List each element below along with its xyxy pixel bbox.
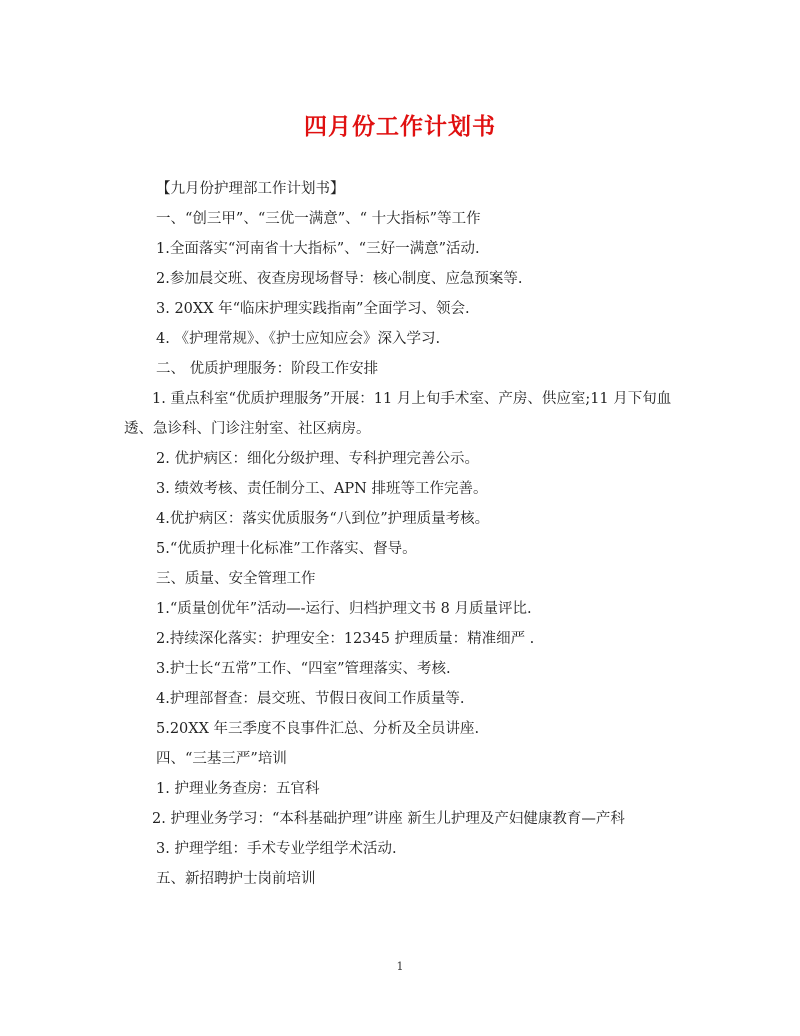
list-item: 1.“质量创优年”活动—-运行、归档护理文书 8 月质量评比. bbox=[156, 601, 532, 617]
list-item: 1. 护理业务查房：五官科 bbox=[156, 781, 320, 797]
list-item: 4.优护病区：落实优质服务“八到位”护理质量考核。 bbox=[156, 511, 490, 527]
section-heading-2: 二、 优质护理服务：阶段工作安排 bbox=[156, 361, 379, 377]
section-heading-3: 三、质量、安全管理工作 bbox=[156, 571, 316, 587]
page-number: 1 bbox=[396, 960, 404, 973]
list-item: 2. 护理业务学习：“本科基础护理”讲座 新生儿护理及产妇健康教育—产科 bbox=[152, 811, 625, 827]
list-item: 3.护士长“五常”工作、“四室”管理落实、考核. bbox=[156, 661, 451, 677]
list-item: 2.参加晨交班、夜查房现场督导：核心制度、应急预案等. bbox=[156, 271, 523, 287]
list-item: 2. 优护病区：细化分级护理、专科护理完善公示。 bbox=[156, 451, 479, 467]
list-item: 3. 护理学组：手术专业学组学术活动. bbox=[156, 841, 397, 857]
document-title: 四月份工作计划书 bbox=[304, 113, 496, 140]
list-item: 3. 20XX 年“临床护理实践指南”全面学习、领会. bbox=[156, 301, 470, 317]
section-heading-5: 五、新招聘护士岗前培训 bbox=[156, 871, 316, 887]
list-item: 5.20XX 年三季度不良事件汇总、分析及全员讲座. bbox=[156, 721, 480, 737]
list-item: 1.全面落实“河南省十大指标”、“三好一满意”活动. bbox=[156, 241, 480, 257]
list-item: 4.护理部督查：晨交班、节假日夜间工作质量等. bbox=[156, 691, 465, 707]
list-item: 3. 绩效考核、责任制分工、APN 排班等工作完善。 bbox=[156, 481, 488, 497]
list-item: 1. 重点科室“优质护理服务”开展：11 月上旬手术室、产房、供应室;11 月下旬血透、急诊科、门诊注射室、社区病房。 bbox=[124, 391, 672, 437]
document-body bbox=[124, 174, 684, 894]
list-item: 4. 《护理常规》、《护士应知应会》深入学习. bbox=[156, 331, 441, 347]
section-heading-4: 四、“三基三严”培训 bbox=[156, 751, 287, 767]
subtitle-line: 【九月份护理部工作计划书】 bbox=[156, 181, 345, 197]
list-item: 5.“优质护理十化标准”工作落实、督导。 bbox=[156, 541, 417, 557]
list-item: 2.持续深化落实：护理安全：12345 护理质量：精准细严 . bbox=[156, 631, 535, 647]
section-heading-1: 一、“创三甲”、“三优一满意”、“ 十大指标”等工作 bbox=[156, 211, 481, 227]
